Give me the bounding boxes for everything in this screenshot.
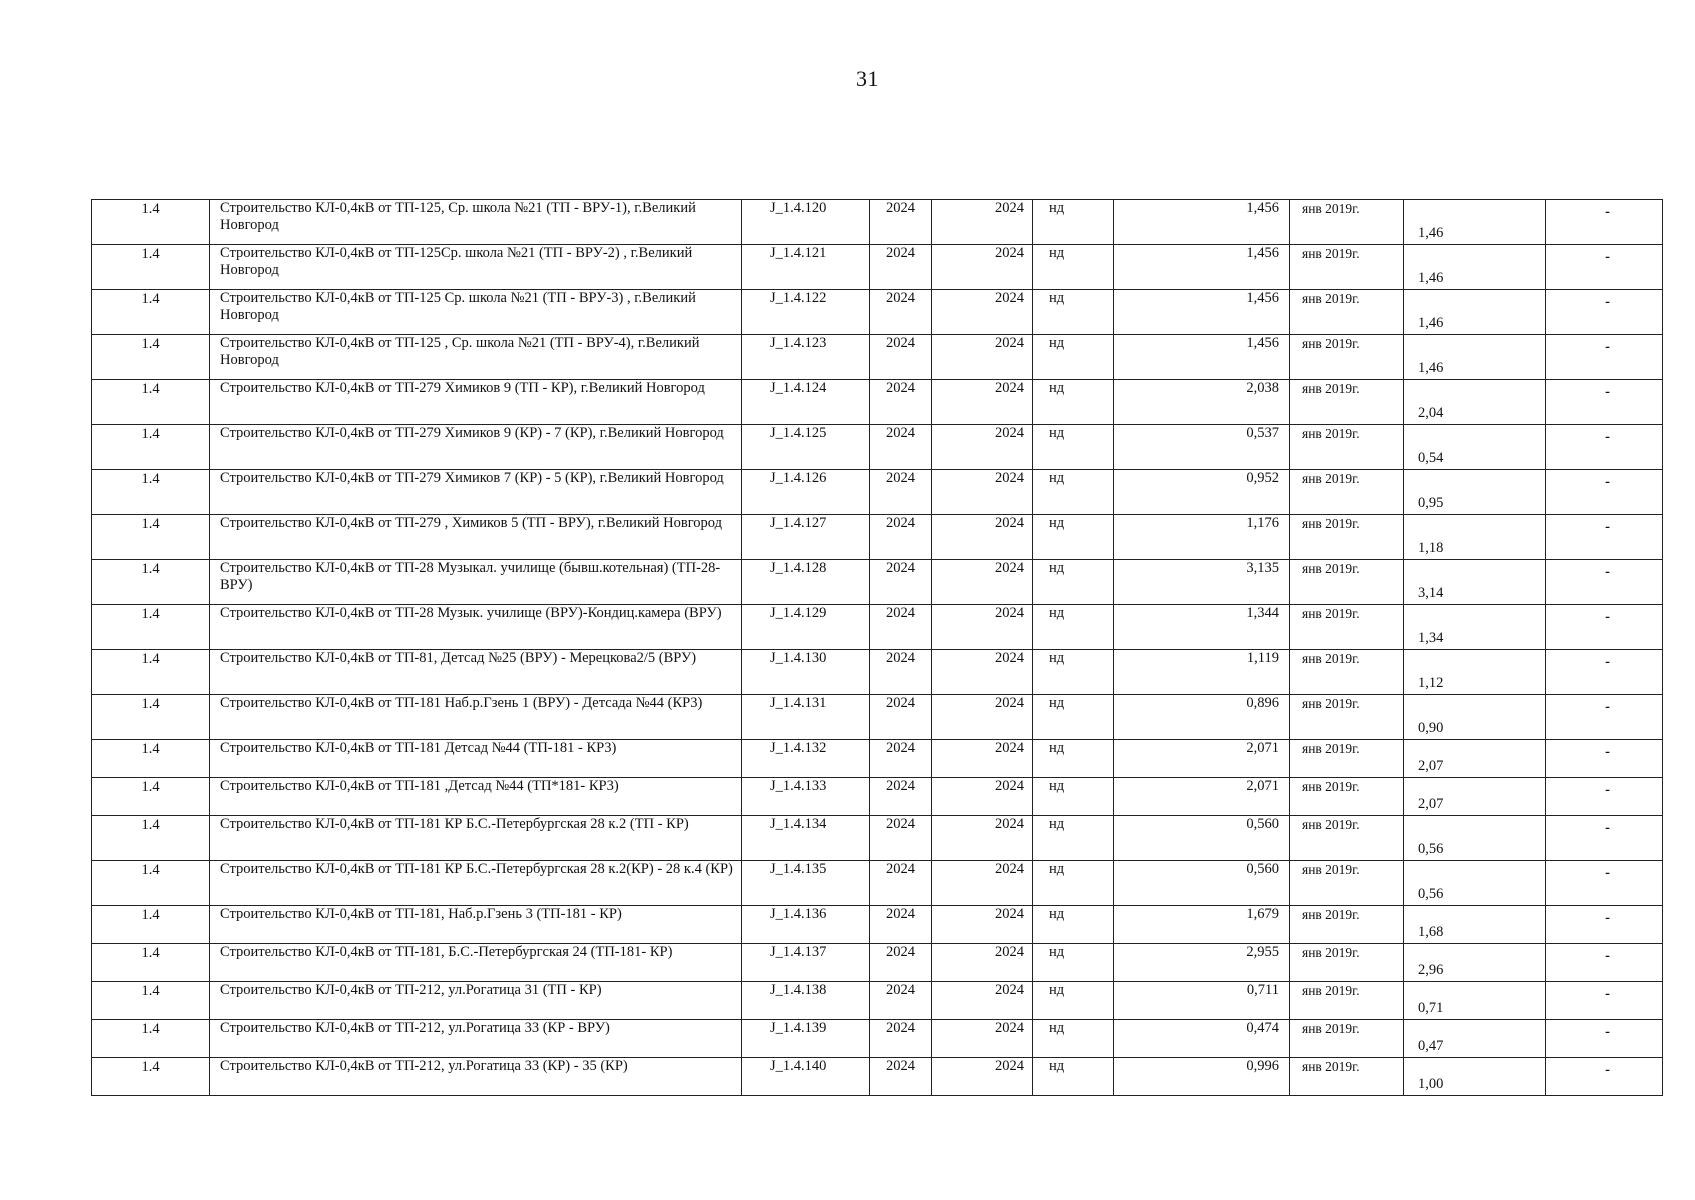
row-year-end: 2024 — [932, 335, 1033, 380]
row-description: Строительство КЛ-0,4кВ от ТП-279 Химиков 7 (КР) - 5 (КР), г.Великий Новгород — [210, 470, 742, 515]
table-row — [92, 605, 1663, 650]
row-year-end: 2024 — [932, 944, 1033, 982]
row-value: 2,071 — [1114, 778, 1290, 816]
row-price-date: янв 2019г. — [1290, 1020, 1404, 1058]
row-unit: нд — [1033, 290, 1114, 335]
table-row — [92, 335, 1663, 380]
row-number: 1.4 — [92, 1020, 210, 1058]
row-description: Строительство КЛ-0,4кВ от ТП-279 Химиков 9 (КР) - 7 (КР), г.Великий Новгород — [210, 425, 742, 470]
row-year-end: 2024 — [932, 861, 1033, 906]
row-number: 1.4 — [92, 861, 210, 906]
table-row — [92, 740, 1663, 778]
row-year-end: 2024 — [932, 245, 1033, 290]
row-price-date: янв 2019г. — [1290, 335, 1404, 380]
row-dash: - — [1546, 560, 1663, 605]
row-code: J_1.4.133 — [742, 778, 870, 816]
row-year-start: 2024 — [870, 650, 932, 695]
row-rounded-value: 1,12 — [1404, 650, 1546, 695]
row-year-end: 2024 — [932, 982, 1033, 1020]
row-dash: - — [1546, 200, 1663, 245]
row-price-date: янв 2019г. — [1290, 650, 1404, 695]
row-dash: - — [1546, 470, 1663, 515]
row-unit: нд — [1033, 906, 1114, 944]
row-value: 1,119 — [1114, 650, 1290, 695]
row-price-date: янв 2019г. — [1290, 515, 1404, 560]
row-unit: нд — [1033, 1020, 1114, 1058]
row-code: J_1.4.126 — [742, 470, 870, 515]
row-rounded-value: 2,07 — [1404, 740, 1546, 778]
row-unit: нд — [1033, 740, 1114, 778]
row-price-date: янв 2019г. — [1290, 380, 1404, 425]
row-year-start: 2024 — [870, 200, 932, 245]
row-number: 1.4 — [92, 290, 210, 335]
row-value: 1,176 — [1114, 515, 1290, 560]
row-rounded-value: 0,95 — [1404, 470, 1546, 515]
row-price-date: янв 2019г. — [1290, 816, 1404, 861]
row-description: Строительство КЛ-0,4кВ от ТП-181, Наб.р.Гзень 3 (ТП-181 - КР) — [210, 906, 742, 944]
table-row — [92, 515, 1663, 560]
row-year-start: 2024 — [870, 425, 932, 470]
table-row — [92, 245, 1663, 290]
row-number: 1.4 — [92, 982, 210, 1020]
row-value: 0,560 — [1114, 861, 1290, 906]
row-description: Строительство КЛ-0,4кВ от ТП-125, Ср. школа №21 (ТП - ВРУ-1), г.Великий Новгород — [210, 200, 742, 245]
row-value: 2,071 — [1114, 740, 1290, 778]
row-rounded-value: 2,07 — [1404, 778, 1546, 816]
row-number: 1.4 — [92, 560, 210, 605]
row-description: Строительство КЛ-0,4кВ от ТП-125Ср. школа №21 (ТП - ВРУ-2) , г.Великий Новгород — [210, 245, 742, 290]
row-year-start: 2024 — [870, 740, 932, 778]
table-row — [92, 816, 1663, 861]
row-code: J_1.4.137 — [742, 944, 870, 982]
row-year-start: 2024 — [870, 982, 932, 1020]
row-rounded-value: 2,04 — [1404, 380, 1546, 425]
row-dash: - — [1546, 515, 1663, 560]
row-year-start: 2024 — [870, 1020, 932, 1058]
row-description: Строительство КЛ-0,4кВ от ТП-181 ,Детсад №44 (ТП*181- КР3) — [210, 778, 742, 816]
row-price-date: янв 2019г. — [1290, 470, 1404, 515]
row-year-start: 2024 — [870, 380, 932, 425]
row-code: J_1.4.134 — [742, 816, 870, 861]
row-dash: - — [1546, 982, 1663, 1020]
row-number: 1.4 — [92, 944, 210, 982]
row-year-start: 2024 — [870, 605, 932, 650]
table-row — [92, 380, 1663, 425]
row-unit: нд — [1033, 605, 1114, 650]
row-value: 0,896 — [1114, 695, 1290, 740]
row-number: 1.4 — [92, 380, 210, 425]
row-value: 0,711 — [1114, 982, 1290, 1020]
row-code: J_1.4.127 — [742, 515, 870, 560]
row-year-end: 2024 — [932, 1058, 1033, 1096]
row-code: J_1.4.122 — [742, 290, 870, 335]
row-description: Строительство КЛ-0,4кВ от ТП-181 Детсад №44 (ТП-181 - КР3) — [210, 740, 742, 778]
row-year-end: 2024 — [932, 290, 1033, 335]
row-value: 1,344 — [1114, 605, 1290, 650]
row-price-date: янв 2019г. — [1290, 560, 1404, 605]
row-dash: - — [1546, 906, 1663, 944]
row-description: Строительство КЛ-0,4кВ от ТП-125 , Ср. школа №21 (ТП - ВРУ-4), г.Великий Новгород — [210, 335, 742, 380]
row-unit: нд — [1033, 470, 1114, 515]
table-row — [92, 200, 1663, 245]
row-dash: - — [1546, 380, 1663, 425]
row-number: 1.4 — [92, 740, 210, 778]
row-description: Строительство КЛ-0,4кВ от ТП-81, Детсад №25 (ВРУ) - Мерецкова2/5 (ВРУ) — [210, 650, 742, 695]
row-value: 1,679 — [1114, 906, 1290, 944]
row-value: 0,952 — [1114, 470, 1290, 515]
investment-table — [91, 199, 1663, 1096]
table-body — [92, 200, 1663, 1096]
row-year-end: 2024 — [932, 605, 1033, 650]
row-unit: нд — [1033, 200, 1114, 245]
table-row — [92, 560, 1663, 605]
row-year-start: 2024 — [870, 944, 932, 982]
row-rounded-value: 0,56 — [1404, 861, 1546, 906]
row-unit: нд — [1033, 944, 1114, 982]
row-year-start: 2024 — [870, 515, 932, 560]
row-description: Строительство КЛ-0,4кВ от ТП-181 КР Б.С.-Петербургская 28 к.2(КР) - 28 к.4 (КР) — [210, 861, 742, 906]
row-year-start: 2024 — [870, 560, 932, 605]
row-dash: - — [1546, 944, 1663, 982]
row-value: 2,038 — [1114, 380, 1290, 425]
row-code: J_1.4.132 — [742, 740, 870, 778]
row-code: J_1.4.129 — [742, 605, 870, 650]
row-year-end: 2024 — [932, 778, 1033, 816]
row-unit: нд — [1033, 515, 1114, 560]
row-year-end: 2024 — [932, 650, 1033, 695]
row-price-date: янв 2019г. — [1290, 290, 1404, 335]
row-description: Строительство КЛ-0,4кВ от ТП-28 Музыкал. училище (бывш.котельная) (ТП-28-ВРУ) — [210, 560, 742, 605]
row-rounded-value: 1,68 — [1404, 906, 1546, 944]
row-year-start: 2024 — [870, 861, 932, 906]
row-code: J_1.4.125 — [742, 425, 870, 470]
row-rounded-value: 3,14 — [1404, 560, 1546, 605]
row-rounded-value: 1,46 — [1404, 335, 1546, 380]
row-rounded-value: 1,46 — [1404, 200, 1546, 245]
row-code: J_1.4.136 — [742, 906, 870, 944]
row-price-date: янв 2019г. — [1290, 982, 1404, 1020]
table-row — [92, 982, 1663, 1020]
row-value: 2,955 — [1114, 944, 1290, 982]
row-description: Строительство КЛ-0,4кВ от ТП-212, ул.Рогатица 31 (ТП - КР) — [210, 982, 742, 1020]
row-rounded-value: 1,00 — [1404, 1058, 1546, 1096]
row-number: 1.4 — [92, 245, 210, 290]
row-price-date: янв 2019г. — [1290, 778, 1404, 816]
row-year-end: 2024 — [932, 906, 1033, 944]
row-price-date: янв 2019г. — [1290, 200, 1404, 245]
table-row — [92, 425, 1663, 470]
table-row — [92, 861, 1663, 906]
row-unit: нд — [1033, 335, 1114, 380]
row-dash: - — [1546, 861, 1663, 906]
row-year-start: 2024 — [870, 778, 932, 816]
row-number: 1.4 — [92, 335, 210, 380]
row-rounded-value: 0,71 — [1404, 982, 1546, 1020]
row-number: 1.4 — [92, 778, 210, 816]
row-dash: - — [1546, 778, 1663, 816]
row-unit: нд — [1033, 778, 1114, 816]
row-price-date: янв 2019г. — [1290, 906, 1404, 944]
row-rounded-value: 1,18 — [1404, 515, 1546, 560]
row-description: Строительство КЛ-0,4кВ от ТП-28 Музык. училище (ВРУ)-Кондиц.камера (ВРУ) — [210, 605, 742, 650]
row-code: J_1.4.128 — [742, 560, 870, 605]
table-row — [92, 695, 1663, 740]
row-number: 1.4 — [92, 605, 210, 650]
row-description: Строительство КЛ-0,4кВ от ТП-212, ул.Рогатица 33 (КР) - 35 (КР) — [210, 1058, 742, 1096]
row-value: 1,456 — [1114, 245, 1290, 290]
row-year-end: 2024 — [932, 740, 1033, 778]
row-unit: нд — [1033, 861, 1114, 906]
row-rounded-value: 2,96 — [1404, 944, 1546, 982]
row-dash: - — [1546, 816, 1663, 861]
row-price-date: янв 2019г. — [1290, 1058, 1404, 1096]
row-dash: - — [1546, 245, 1663, 290]
row-code: J_1.4.135 — [742, 861, 870, 906]
row-price-date: янв 2019г. — [1290, 605, 1404, 650]
row-code: J_1.4.120 — [742, 200, 870, 245]
row-year-end: 2024 — [932, 816, 1033, 861]
row-unit: нд — [1033, 982, 1114, 1020]
row-unit: нд — [1033, 650, 1114, 695]
row-description: Строительство КЛ-0,4кВ от ТП-279 Химиков 9 (ТП - КР), г.Великий Новгород — [210, 380, 742, 425]
page-number: 31 — [856, 66, 879, 91]
row-rounded-value: 0,56 — [1404, 816, 1546, 861]
row-unit: нд — [1033, 425, 1114, 470]
row-code: J_1.4.130 — [742, 650, 870, 695]
row-value: 1,456 — [1114, 290, 1290, 335]
row-rounded-value: 1,46 — [1404, 290, 1546, 335]
row-number: 1.4 — [92, 515, 210, 560]
row-dash: - — [1546, 290, 1663, 335]
row-code: J_1.4.131 — [742, 695, 870, 740]
table-row — [92, 1058, 1663, 1096]
row-dash: - — [1546, 1020, 1663, 1058]
row-year-start: 2024 — [870, 470, 932, 515]
row-code: J_1.4.124 — [742, 380, 870, 425]
row-year-start: 2024 — [870, 695, 932, 740]
row-number: 1.4 — [92, 425, 210, 470]
row-value: 0,560 — [1114, 816, 1290, 861]
row-year-end: 2024 — [932, 200, 1033, 245]
row-code: J_1.4.140 — [742, 1058, 870, 1096]
row-number: 1.4 — [92, 816, 210, 861]
table-row — [92, 290, 1663, 335]
row-rounded-value: 1,46 — [1404, 245, 1546, 290]
row-rounded-value: 0,90 — [1404, 695, 1546, 740]
row-unit: нд — [1033, 245, 1114, 290]
row-year-end: 2024 — [932, 515, 1033, 560]
row-price-date: янв 2019г. — [1290, 861, 1404, 906]
row-code: J_1.4.121 — [742, 245, 870, 290]
row-year-end: 2024 — [932, 560, 1033, 605]
row-unit: нд — [1033, 560, 1114, 605]
row-price-date: янв 2019г. — [1290, 740, 1404, 778]
row-number: 1.4 — [92, 906, 210, 944]
row-dash: - — [1546, 425, 1663, 470]
row-year-end: 2024 — [932, 380, 1033, 425]
row-description: Строительство КЛ-0,4кВ от ТП-181 КР Б.С.-Петербургская 28 к.2 (ТП - КР) — [210, 816, 742, 861]
row-value: 3,135 — [1114, 560, 1290, 605]
row-dash: - — [1546, 605, 1663, 650]
table-row — [92, 470, 1663, 515]
row-code: J_1.4.139 — [742, 1020, 870, 1058]
row-rounded-value: 0,54 — [1404, 425, 1546, 470]
row-value: 1,456 — [1114, 335, 1290, 380]
row-value: 0,474 — [1114, 1020, 1290, 1058]
row-year-end: 2024 — [932, 1020, 1033, 1058]
row-year-start: 2024 — [870, 906, 932, 944]
table-row — [92, 906, 1663, 944]
row-dash: - — [1546, 1058, 1663, 1096]
row-dash: - — [1546, 695, 1663, 740]
row-description: Строительство КЛ-0,4кВ от ТП-181 Наб.р.Гзень 1 (ВРУ) - Детсада №44 (КР3) — [210, 695, 742, 740]
row-unit: нд — [1033, 816, 1114, 861]
row-price-date: янв 2019г. — [1290, 425, 1404, 470]
row-dash: - — [1546, 740, 1663, 778]
row-price-date: янв 2019г. — [1290, 695, 1404, 740]
row-description: Строительство КЛ-0,4кВ от ТП-279 , Химиков 5 (ТП - ВРУ), г.Великий Новгород — [210, 515, 742, 560]
row-rounded-value: 0,47 — [1404, 1020, 1546, 1058]
row-year-start: 2024 — [870, 335, 932, 380]
row-value: 0,996 — [1114, 1058, 1290, 1096]
table-row — [92, 650, 1663, 695]
row-code: J_1.4.123 — [742, 335, 870, 380]
row-year-end: 2024 — [932, 425, 1033, 470]
row-unit: нд — [1033, 1058, 1114, 1096]
table-row — [92, 1020, 1663, 1058]
row-year-end: 2024 — [932, 470, 1033, 515]
row-number: 1.4 — [92, 470, 210, 515]
row-year-start: 2024 — [870, 245, 932, 290]
row-code: J_1.4.138 — [742, 982, 870, 1020]
row-description: Строительство КЛ-0,4кВ от ТП-181, Б.С.-Петербургская 24 (ТП-181- КР) — [210, 944, 742, 982]
row-year-end: 2024 — [932, 695, 1033, 740]
row-unit: нд — [1033, 380, 1114, 425]
row-value: 1,456 — [1114, 200, 1290, 245]
row-number: 1.4 — [92, 200, 210, 245]
row-year-start: 2024 — [870, 1058, 932, 1096]
row-value: 0,537 — [1114, 425, 1290, 470]
row-unit: нд — [1033, 695, 1114, 740]
row-number: 1.4 — [92, 1058, 210, 1096]
row-rounded-value: 1,34 — [1404, 605, 1546, 650]
row-year-start: 2024 — [870, 290, 932, 335]
row-year-start: 2024 — [870, 816, 932, 861]
row-price-date: янв 2019г. — [1290, 245, 1404, 290]
row-dash: - — [1546, 335, 1663, 380]
row-description: Строительство КЛ-0,4кВ от ТП-212, ул.Рогатица 33 (КР - ВРУ) — [210, 1020, 742, 1058]
row-number: 1.4 — [92, 695, 210, 740]
table-row — [92, 944, 1663, 982]
row-number: 1.4 — [92, 650, 210, 695]
row-price-date: янв 2019г. — [1290, 944, 1404, 982]
row-description: Строительство КЛ-0,4кВ от ТП-125 Ср. школа №21 (ТП - ВРУ-3) , г.Великий Новгород — [210, 290, 742, 335]
row-dash: - — [1546, 650, 1663, 695]
table-row — [92, 778, 1663, 816]
